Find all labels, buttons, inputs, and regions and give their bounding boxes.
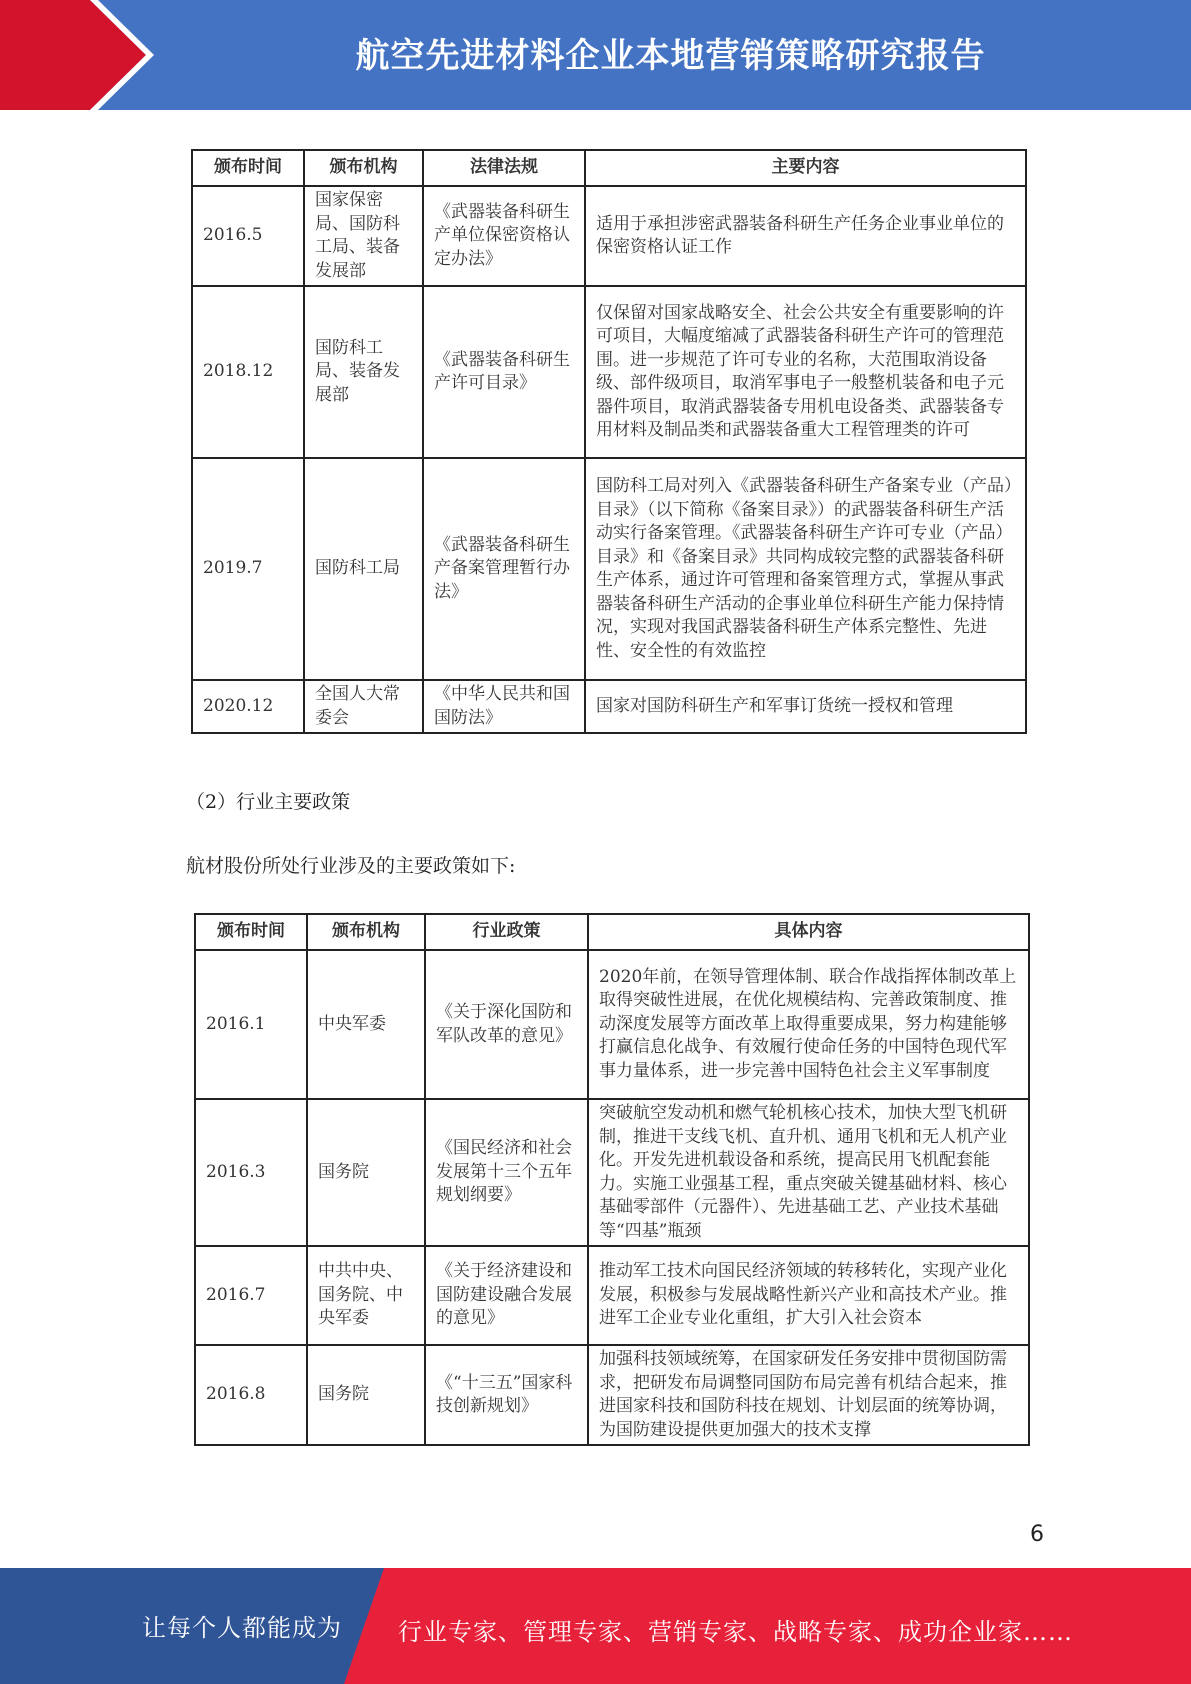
- page-footer: [0, 1568, 1191, 1684]
- column-header: 法律法规: [423, 150, 585, 186]
- table-row: [192, 286, 1026, 458]
- cell-org: 国家保密局、国防科工局、装备发展部: [304, 186, 423, 286]
- cell-org: 国务院: [307, 1345, 425, 1445]
- cell-date: 2016.5: [192, 186, 304, 286]
- cell-policy: 《关于深化国防和军队改革的意见》: [425, 950, 588, 1099]
- cell-org: 全国人大常委会: [304, 680, 423, 733]
- section-heading: （2）行业主要政策: [186, 791, 351, 813]
- section-intro: 航材股份所处行业涉及的主要政策如下:: [186, 855, 516, 877]
- cell-law: 《武器装备科研生产备案管理暂行办法》: [423, 458, 585, 680]
- column-header: 颁布机构: [304, 150, 423, 186]
- cell-org: 国防科工局: [304, 458, 423, 680]
- table-row: [195, 1345, 1029, 1445]
- cell-org: 中央军委: [307, 950, 425, 1099]
- cell-org: 中共中央、国务院、中央军委: [307, 1246, 425, 1345]
- cell-law: 《武器装备科研生产许可目录》: [423, 286, 585, 458]
- cell-date: 2020.12: [192, 680, 304, 733]
- table-row: [195, 950, 1029, 1099]
- industry-policy-table: [194, 913, 1030, 1446]
- cell-date: 2016.3: [195, 1099, 307, 1246]
- column-header: 颁布时间: [192, 150, 304, 186]
- cell-content: 2020年前，在领导管理体制、联合作战指挥体制改革上取得突破性进展，在优化规模结构、完善政策制度、推动深度发展等方面改革上取得重要成果，努力构建能够打赢信息化战争、有效履行使命任务的中国特色现代军事力量体系，进一步完善中国特色社会主义军事制度: [588, 950, 1029, 1099]
- footer-slogan-right: 行业专家、管理专家、营销专家、战略专家、成功企业家……: [398, 1618, 1073, 1646]
- column-header: 颁布机构: [307, 914, 425, 950]
- table-row: [192, 186, 1026, 286]
- cell-content: 加强科技领域统筹，在国家研发任务安排中贯彻国防需求，把研发布局调整同国防布局完善有机结合起来，推进国家科技和国防科技在规划、计划层面的统筹协调，为国防建设提供更加强大的技术支撑: [588, 1345, 1029, 1445]
- footer-slogan-left: 让每个人都能成为: [142, 1614, 342, 1642]
- cell-policy: 《国民经济和社会发展第十三个五年规划纲要》: [425, 1099, 588, 1246]
- table-row: [192, 680, 1026, 733]
- page-header: [0, 0, 1191, 110]
- cell-date: 2018.12: [192, 286, 304, 458]
- cell-content: 仅保留对国家战略安全、社会公共安全有重要影响的许可项目，大幅度缩减了武器装备科研生产许可的管理范围。进一步规范了许可专业的名称，大范围取消设备级、部件级项目，取消军事电子一般整机装备和电子元器件项目，取消武器装备专用机电设备类、武器装备专用材料及制品类和武器装备重大工程管理类的许可: [585, 286, 1026, 458]
- table-header-row: [192, 150, 1026, 186]
- cell-law: 《中华人民共和国国防法》: [423, 680, 585, 733]
- column-header: 主要内容: [585, 150, 1026, 186]
- cell-content: 国家对国防科研生产和军事订货统一授权和管理: [585, 680, 1026, 733]
- cell-date: 2016.1: [195, 950, 307, 1099]
- header-arrow-shape: [0, 0, 160, 110]
- cell-date: 2019.7: [192, 458, 304, 680]
- cell-content: 突破航空发动机和燃气轮机核心技术，加快大型飞机研制，推进干支线飞机、直升机、通用飞机和无人机产业化。开发先进机载设备和系统，提高民用飞机配套能力。实施工业强基工程，重点突破关键基础材料、核心基础零部件（元器件）、先进基础工艺、产业技术基础等“四基”瓶颈: [588, 1099, 1029, 1246]
- cell-policy: 《“十三五”国家科技创新规划》: [425, 1345, 588, 1445]
- cell-law: 《武器装备科研生产单位保密资格认定办法》: [423, 186, 585, 286]
- table-row: [195, 1099, 1029, 1246]
- report-title: 航空先进材料企业本地营销策略研究报告: [355, 36, 986, 76]
- cell-date: 2016.7: [195, 1246, 307, 1345]
- table-row: [192, 458, 1026, 680]
- column-header: 具体内容: [588, 914, 1029, 950]
- cell-date: 2016.8: [195, 1345, 307, 1445]
- table-header-row: [195, 914, 1029, 950]
- cell-content: 适用于承担涉密武器装备科研生产任务企业事业单位的保密资格认证工作: [585, 186, 1026, 286]
- cell-content: 国防科工局对列入《武器装备科研生产备案专业（产品）目录》（以下简称《备案目录》）的武器装备科研生产活动实行备案管理。《武器装备科研生产许可专业（产品）目录》和《备案目录》共同构成较完整的武器装备科研生产体系，通过许可管理和备案管理方式，掌握从事武器装备科研生产活动的企事业单位科研生产能力保持情况，实现对我国武器装备科研生产体系完整性、先进性、安全性的有效监控: [585, 458, 1026, 680]
- table-row: [195, 1246, 1029, 1345]
- laws-regulations-table: [191, 149, 1027, 734]
- page-number: 6: [1030, 1522, 1044, 1547]
- cell-content: 推动军工技术向国民经济领域的转移转化，实现产业化发展，积极参与发展战略性新兴产业和高技术产业。推进军工企业专业化重组，扩大引入社会资本: [588, 1246, 1029, 1345]
- cell-org: 国务院: [307, 1099, 425, 1246]
- cell-policy: 《关于经济建设和国防建设融合发展的意见》: [425, 1246, 588, 1345]
- column-header: 颁布时间: [195, 914, 307, 950]
- cell-org: 国防科工局、装备发展部: [304, 286, 423, 458]
- column-header: 行业政策: [425, 914, 588, 950]
